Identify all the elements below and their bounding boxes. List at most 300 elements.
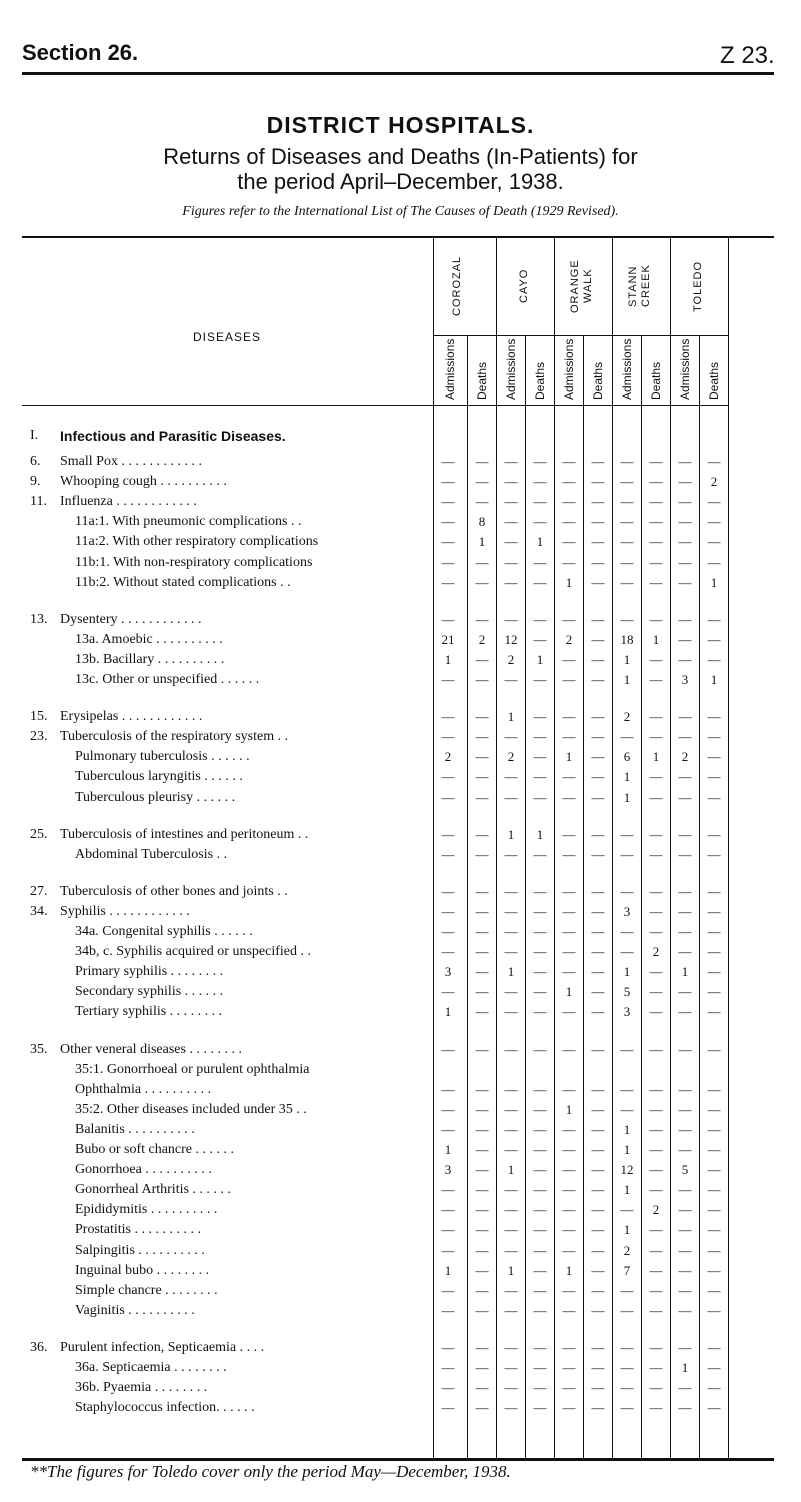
deaths-cell: —	[475, 1302, 489, 1318]
deaths-cell: —	[707, 1202, 721, 1218]
admissions-cell: —	[620, 574, 634, 590]
admissions-cell: —	[562, 1041, 576, 1057]
disease-name: 35:2. Other diseases included under 35 . .	[75, 1101, 307, 1117]
admissions-cell: 1	[681, 964, 689, 980]
admissions-cell: 5	[681, 1162, 689, 1178]
deaths-header: Deaths	[532, 361, 547, 400]
admissions-cell: —	[562, 789, 576, 805]
admissions-cell: —	[620, 1041, 634, 1057]
admissions-cell: —	[441, 1282, 455, 1298]
deaths-cell: —	[707, 1400, 721, 1416]
admissions-cell: —	[504, 1121, 518, 1137]
deaths-cell: —	[475, 789, 489, 805]
deaths-cell: —	[707, 554, 721, 570]
deaths-cell: —	[707, 903, 721, 919]
deaths-cell: 1	[536, 534, 544, 550]
admissions-cell: —	[562, 883, 576, 899]
deaths-cell: —	[707, 769, 721, 785]
admissions-cell: —	[441, 454, 455, 469]
admissions-cell: —	[678, 1400, 692, 1416]
row-number: 27.	[30, 883, 48, 899]
disease-name: Small Pox . . . . . . . . . . . .	[60, 454, 202, 469]
deaths-cell: —	[475, 749, 489, 765]
location-header-toledo: TOLEDO	[692, 260, 704, 312]
deaths-cell: —	[475, 729, 489, 745]
deaths-cell: —	[475, 1101, 489, 1117]
admissions-cell: —	[562, 846, 576, 862]
admissions-cell: —	[562, 944, 576, 960]
admissions-cell: —	[620, 494, 634, 510]
admissions-cell: —	[678, 903, 692, 919]
admissions-cell: —	[562, 1360, 576, 1375]
admissions-cell: —	[441, 1081, 455, 1097]
disease-name: Staphylococcus infection. . . . . .	[75, 1400, 255, 1416]
disease-name: Ophthalmia . . . . . . . . . .	[75, 1081, 212, 1097]
admissions-cell: —	[441, 611, 455, 627]
deaths-cell: —	[591, 1081, 605, 1097]
disease-name: Pulmonary tuberculosis . . . . . .	[75, 749, 250, 765]
deaths-cell: —	[649, 574, 663, 590]
row-number: 23.	[30, 729, 48, 745]
deaths-cell: —	[591, 1380, 605, 1396]
deaths-cell: —	[475, 1400, 489, 1416]
admissions-cell: 1	[623, 672, 631, 687]
column-rule	[554, 238, 555, 1458]
deaths-cell: —	[475, 474, 489, 490]
admissions-cell: —	[504, 1339, 518, 1355]
column-rule	[670, 238, 671, 1458]
admissions-cell: —	[562, 903, 576, 919]
admissions-cell: 1	[444, 1262, 452, 1278]
admissions-cell: —	[441, 789, 455, 805]
admissions-cell: 3	[681, 672, 689, 687]
admissions-cell: —	[441, 1121, 455, 1137]
deaths-cell: —	[475, 454, 489, 469]
admissions-cell: 3	[623, 903, 631, 919]
header-divider	[433, 335, 728, 336]
admissions-header: Admissions	[443, 338, 457, 400]
deaths-cell: —	[533, 631, 547, 647]
admissions-cell: 3	[444, 1162, 452, 1178]
deaths-cell: —	[649, 1242, 663, 1258]
disease-name: Gonorrhoea . . . . . . . . . .	[75, 1162, 212, 1178]
deaths-cell: —	[475, 1222, 489, 1238]
admissions-cell: 2	[681, 749, 689, 765]
admissions-cell: —	[441, 1222, 455, 1238]
admissions-header: Admissions	[561, 338, 576, 400]
deaths-cell: —	[475, 826, 489, 842]
diseases-column-header: DISEASES	[192, 330, 262, 344]
admissions-cell: —	[678, 1081, 692, 1097]
admissions-cell: 2	[623, 709, 631, 725]
admissions-cell: —	[562, 672, 576, 687]
admissions-cell: —	[620, 924, 634, 939]
deaths-cell: —	[533, 749, 547, 765]
disease-name: Abdominal Tuberculosis . .	[75, 846, 228, 862]
deaths-cell: —	[533, 729, 547, 745]
deaths-cell: 1	[652, 749, 660, 765]
deaths-header: Deaths	[590, 361, 605, 400]
deaths-cell: —	[707, 1302, 721, 1318]
location-header-orange-walk: ORANGE WALK	[569, 259, 594, 313]
deaths-cell: —	[707, 1081, 721, 1097]
admissions-cell: —	[441, 574, 455, 590]
admissions-cell: —	[562, 1182, 576, 1198]
deaths-cell: —	[649, 789, 663, 805]
deaths-cell: —	[475, 574, 489, 590]
deaths-cell: —	[475, 611, 489, 627]
admissions-cell: —	[620, 883, 634, 899]
column-rule	[496, 238, 497, 1458]
deaths-cell: —	[475, 924, 489, 939]
deaths-cell: —	[707, 749, 721, 765]
deaths-cell: —	[475, 1162, 489, 1178]
deaths-cell: —	[649, 1339, 663, 1355]
admissions-cell: —	[504, 846, 518, 862]
admissions-cell: —	[504, 672, 518, 687]
deaths-cell: —	[533, 1121, 547, 1137]
admissions-cell: —	[504, 1041, 518, 1057]
deaths-cell: —	[475, 651, 489, 667]
deaths-cell: —	[533, 672, 547, 687]
admissions-cell: —	[441, 514, 455, 530]
admissions-cell: —	[620, 1202, 634, 1218]
admissions-cell: —	[562, 494, 576, 510]
deaths-cell: 1	[710, 672, 718, 687]
deaths-cell: —	[649, 1262, 663, 1278]
admissions-cell: 3	[623, 1004, 631, 1020]
admissions-cell: —	[562, 1081, 576, 1097]
admissions-cell: 1	[565, 984, 573, 1000]
admissions-cell: —	[678, 1242, 692, 1258]
admissions-cell: —	[562, 1380, 576, 1396]
admissions-cell: —	[678, 1004, 692, 1020]
deaths-cell: —	[533, 454, 547, 469]
column-rule	[583, 335, 584, 1458]
disease-name: Vaginitis . . . . . . . . . .	[75, 1302, 195, 1318]
admissions-cell: —	[620, 826, 634, 842]
admissions-cell: —	[678, 924, 692, 939]
deaths-cell: —	[533, 1162, 547, 1178]
admissions-cell: —	[620, 846, 634, 862]
admissions-cell: —	[504, 903, 518, 919]
admissions-cell: —	[504, 1142, 518, 1157]
deaths-cell: —	[533, 574, 547, 590]
deaths-cell: —	[591, 826, 605, 842]
admissions-cell: —	[678, 729, 692, 745]
admissions-cell: —	[504, 554, 518, 570]
deaths-cell: —	[475, 1142, 489, 1157]
deaths-cell: 2	[710, 474, 718, 490]
deaths-cell: 1	[536, 826, 544, 842]
deaths-cell: —	[649, 924, 663, 939]
admissions-cell: —	[620, 1360, 634, 1375]
admissions-cell: —	[441, 769, 455, 785]
disease-name: Tertiary syphilis . . . . . . . .	[75, 1004, 223, 1020]
admissions-cell: —	[562, 729, 576, 745]
admissions-cell: —	[441, 903, 455, 919]
admissions-cell: —	[620, 1339, 634, 1355]
admissions-cell: 1	[623, 769, 631, 785]
deaths-cell: —	[475, 1182, 489, 1198]
admissions-cell: —	[504, 574, 518, 590]
deaths-cell: —	[475, 1339, 489, 1355]
admissions-cell: —	[678, 611, 692, 627]
admissions-cell: 18	[620, 631, 634, 647]
admissions-cell: 1	[565, 749, 573, 765]
disease-name: Tuberculosis of the respiratory system . .	[60, 729, 289, 745]
disease-name: Secondary syphilis . . . . . .	[75, 984, 224, 1000]
admissions-cell: 1	[565, 1262, 573, 1278]
disease-name: Salpingitis . . . . . . . . . .	[75, 1242, 205, 1258]
deaths-cell: —	[533, 474, 547, 490]
row-number: 11.	[30, 494, 47, 510]
disease-name: 36a. Septicaemia . . . . . . . .	[75, 1360, 227, 1375]
disease-name: 11b:2. Without stated complications . .	[75, 574, 291, 590]
deaths-cell: —	[591, 474, 605, 490]
table-bottom-rule	[22, 1458, 774, 1461]
subtitle-line-1: Returns of Diseases and Deaths (In-Patients) for	[163, 144, 638, 169]
admissions-cell: —	[441, 883, 455, 899]
admissions-cell: —	[562, 826, 576, 842]
deaths-cell: —	[707, 1162, 721, 1178]
column-rule	[467, 335, 468, 1458]
section-label: Section 26.	[22, 40, 139, 65]
row-number: I.	[30, 428, 39, 443]
deaths-cell: —	[533, 514, 547, 530]
deaths-cell: —	[533, 1400, 547, 1416]
deaths-cell: —	[533, 494, 547, 510]
admissions-cell: 5	[623, 984, 631, 1000]
admissions-header: Admissions	[677, 338, 692, 400]
admissions-cell: —	[620, 1081, 634, 1097]
admissions-cell: —	[620, 474, 634, 490]
admissions-cell: 2	[507, 651, 515, 667]
admissions-cell: —	[678, 1262, 692, 1278]
deaths-cell: —	[649, 1400, 663, 1416]
admissions-cell: —	[504, 1004, 518, 1020]
deaths-cell: —	[707, 454, 721, 469]
admissions-cell: —	[562, 611, 576, 627]
admissions-cell: —	[562, 514, 576, 530]
deaths-cell: —	[533, 709, 547, 725]
deaths-cell: —	[649, 709, 663, 725]
admissions-cell: 1	[444, 1004, 452, 1020]
disease-name: 11a:1. With pneumonic complications . .	[75, 514, 302, 530]
deaths-cell: —	[475, 846, 489, 862]
deaths-cell: —	[591, 1162, 605, 1178]
column-rule	[699, 335, 700, 1458]
admissions-cell: 2	[565, 631, 573, 647]
deaths-cell: —	[533, 1262, 547, 1278]
deaths-cell: —	[649, 611, 663, 627]
admissions-cell: —	[620, 1101, 634, 1117]
admissions-cell: —	[504, 1101, 518, 1117]
deaths-cell: —	[649, 846, 663, 862]
deaths-cell: —	[533, 1360, 547, 1375]
deaths-cell: —	[533, 1339, 547, 1355]
admissions-cell: 1	[444, 1142, 452, 1157]
admissions-cell: —	[620, 454, 634, 469]
admissions-cell: —	[562, 1400, 576, 1416]
deaths-cell: —	[533, 944, 547, 960]
deaths-cell: —	[591, 709, 605, 725]
disease-name: Bubo or soft chancre . . . . . .	[75, 1142, 235, 1157]
deaths-cell: —	[649, 1222, 663, 1238]
admissions-cell: —	[620, 534, 634, 550]
admissions-cell: —	[620, 1400, 634, 1416]
admissions-cell: —	[441, 534, 455, 550]
admissions-cell: —	[678, 554, 692, 570]
deaths-cell: —	[707, 1101, 721, 1117]
admissions-cell: 12	[504, 631, 518, 647]
deaths-cell: —	[707, 826, 721, 842]
location-header-stann-creek: STANN CREEK	[627, 264, 652, 308]
deaths-cell: —	[533, 903, 547, 919]
admissions-cell: —	[562, 454, 576, 469]
admissions-cell: 1	[623, 1121, 631, 1137]
admissions-cell: —	[504, 944, 518, 960]
deaths-cell: —	[475, 903, 489, 919]
deaths-cell: —	[475, 1360, 489, 1375]
admissions-cell: —	[441, 1242, 455, 1258]
disease-name: 34b, c. Syphilis acquired or unspecified . .	[75, 944, 312, 960]
deaths-cell: —	[591, 1339, 605, 1355]
deaths-cell: —	[649, 672, 663, 687]
admissions-cell: —	[441, 984, 455, 1000]
deaths-cell: —	[649, 1142, 663, 1157]
deaths-cell: —	[591, 651, 605, 667]
deaths-cell: —	[591, 534, 605, 550]
subtitle-line-2: the period April–December, 1938.	[237, 169, 564, 194]
section-heading: Infectious and Parasitic Diseases.	[60, 428, 286, 444]
admissions-cell: —	[678, 769, 692, 785]
disease-name: Syphilis . . . . . . . . . . . .	[60, 903, 190, 919]
admissions-cell: —	[504, 1242, 518, 1258]
deaths-cell: —	[533, 846, 547, 862]
deaths-header: Deaths	[648, 361, 663, 400]
admissions-cell: 1	[444, 651, 452, 667]
deaths-cell: —	[591, 514, 605, 530]
deaths-cell: 8	[478, 514, 486, 530]
admissions-cell: —	[562, 1242, 576, 1258]
deaths-cell: —	[475, 944, 489, 960]
deaths-cell: —	[591, 1004, 605, 1020]
deaths-cell: —	[591, 749, 605, 765]
deaths-cell: —	[591, 1142, 605, 1157]
row-number: 13.	[30, 611, 48, 627]
admissions-cell: —	[441, 1202, 455, 1218]
admissions-cell: 1	[507, 964, 515, 980]
deaths-cell: —	[533, 1282, 547, 1298]
deaths-cell: —	[649, 1081, 663, 1097]
deaths-cell: —	[707, 1282, 721, 1298]
disease-name: 13a. Amoebic . . . . . . . . . .	[75, 631, 223, 647]
admissions-cell: —	[678, 1142, 692, 1157]
admissions-cell: —	[678, 826, 692, 842]
deaths-cell: —	[707, 984, 721, 1000]
deaths-cell: —	[475, 1262, 489, 1278]
deaths-cell: —	[707, 1222, 721, 1238]
admissions-cell: —	[441, 846, 455, 862]
deaths-cell: —	[707, 534, 721, 550]
deaths-cell: —	[649, 651, 663, 667]
deaths-cell: —	[649, 534, 663, 550]
admissions-cell: —	[678, 709, 692, 725]
deaths-cell: —	[475, 1081, 489, 1097]
deaths-cell: —	[649, 984, 663, 1000]
admissions-cell: —	[441, 554, 455, 570]
row-number: 35.	[30, 1041, 48, 1057]
deaths-cell: —	[475, 1041, 489, 1057]
page-subtitle	[0, 144, 801, 194]
admissions-cell: 6	[623, 749, 631, 765]
deaths-cell: —	[707, 1182, 721, 1198]
admissions-cell: —	[441, 1400, 455, 1416]
admissions-cell: —	[441, 826, 455, 842]
deaths-cell: —	[707, 1360, 721, 1375]
deaths-cell: —	[533, 1242, 547, 1258]
admissions-cell: 1	[507, 1162, 515, 1178]
disease-name: Influenza . . . . . . . . . . . .	[60, 494, 197, 510]
deaths-cell: —	[533, 984, 547, 1000]
admissions-cell: —	[620, 1302, 634, 1318]
deaths-cell: —	[533, 1004, 547, 1020]
admissions-cell: —	[441, 1302, 455, 1318]
disease-name: Whooping cough . . . . . . . . . .	[60, 474, 227, 490]
admissions-cell: —	[678, 454, 692, 469]
footnote: **The figures for Toledo cover only the period May—December, 1938.	[30, 1462, 511, 1481]
admissions-cell: 1	[623, 651, 631, 667]
deaths-cell: —	[475, 554, 489, 570]
admissions-cell: —	[620, 1380, 634, 1396]
deaths-cell: —	[475, 1004, 489, 1020]
admissions-cell: —	[441, 944, 455, 960]
admissions-cell: —	[562, 651, 576, 667]
deaths-cell: —	[591, 769, 605, 785]
deaths-cell: —	[707, 1121, 721, 1137]
admissions-cell: —	[504, 1222, 518, 1238]
deaths-cell: —	[649, 1380, 663, 1396]
admissions-cell: —	[678, 1101, 692, 1117]
row-number: 25.	[30, 826, 48, 842]
admissions-cell: —	[504, 789, 518, 805]
deaths-cell: —	[649, 964, 663, 980]
deaths-cell: —	[649, 554, 663, 570]
deaths-cell: —	[475, 964, 489, 980]
admissions-cell: —	[441, 1101, 455, 1117]
admissions-cell: —	[678, 1121, 692, 1137]
admissions-cell: —	[678, 944, 692, 960]
deaths-cell: —	[591, 672, 605, 687]
deaths-cell: 1	[478, 534, 486, 550]
admissions-cell: 1	[623, 1142, 631, 1157]
deaths-cell: —	[591, 1302, 605, 1318]
admissions-cell: 1	[623, 964, 631, 980]
deaths-cell: —	[649, 454, 663, 469]
admissions-cell: —	[504, 883, 518, 899]
deaths-cell: —	[591, 729, 605, 745]
admissions-cell: —	[504, 1182, 518, 1198]
deaths-cell: —	[707, 1004, 721, 1020]
deaths-cell: —	[533, 611, 547, 627]
admissions-cell: —	[441, 1339, 455, 1355]
deaths-cell: —	[707, 1242, 721, 1258]
admissions-cell: —	[441, 672, 455, 687]
deaths-cell: —	[591, 1182, 605, 1198]
deaths-cell: —	[649, 769, 663, 785]
deaths-cell: 2	[478, 631, 486, 647]
